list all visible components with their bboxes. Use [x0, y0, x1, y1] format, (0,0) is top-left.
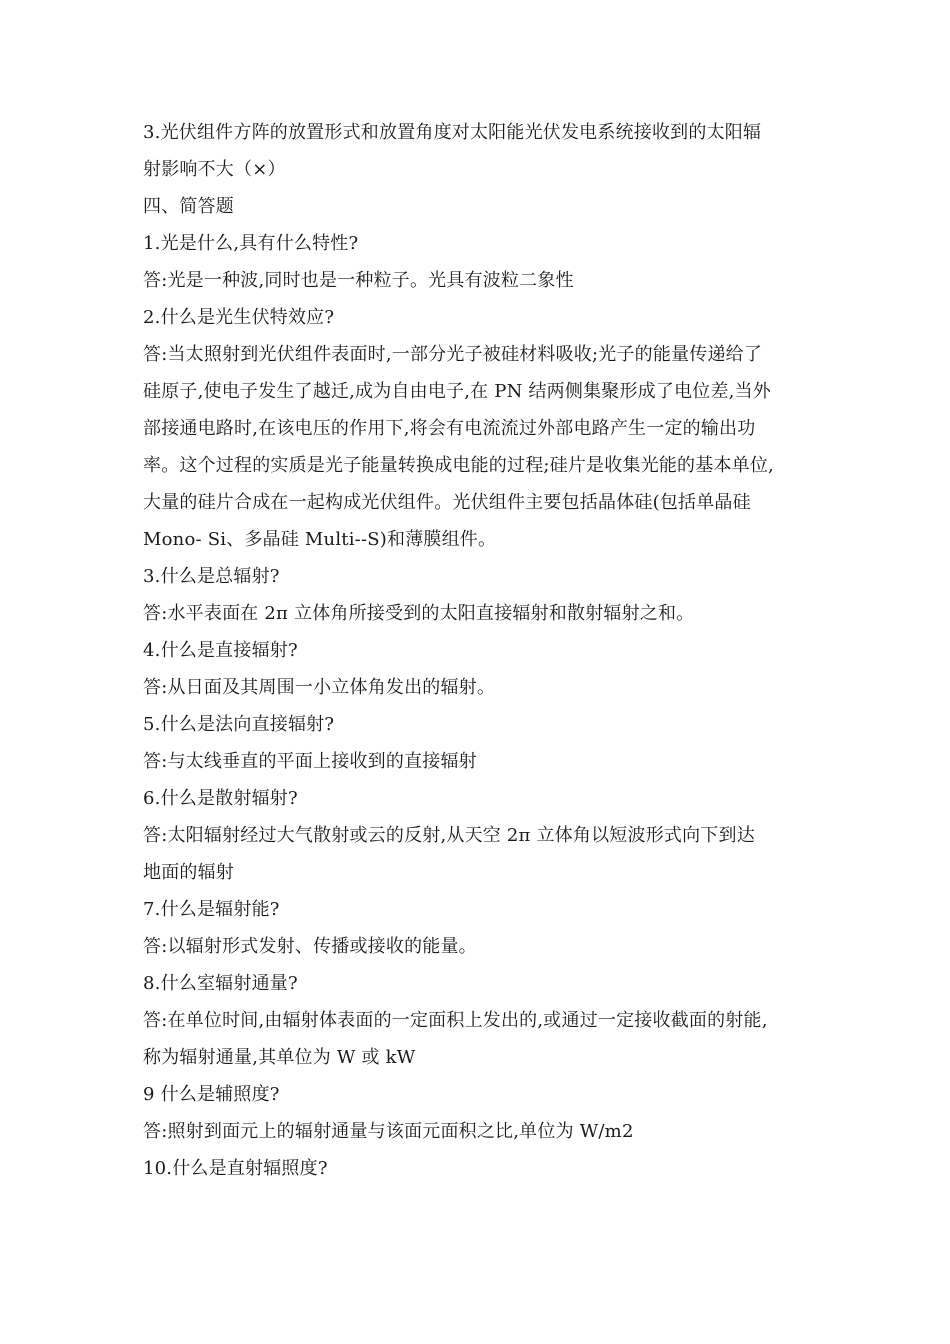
question-6: 6.什么是散射辐射? [143, 788, 298, 809]
answer-2-line1: 答:当太照射到光伏组件表面时,一部分光子被硅材料吸收;光子的能量传递给了 [143, 344, 763, 365]
answer-5: 答:与太线垂直的平面上接收到的直接辐射 [143, 751, 477, 772]
question-3: 3.什么是总辐射? [143, 566, 280, 587]
question-2: 2.什么是光生伏特效应? [143, 307, 335, 328]
question-10: 10.什么是直射辐照度? [143, 1158, 328, 1179]
answer-3: 答:水平表面在 2π 立体角所接受到的太阳直接辐射和散射辐射之和。 [143, 603, 695, 624]
question-8: 8.什么室辐射通量? [143, 973, 298, 994]
answer-2-line6: Mono- Si、多晶硅 Multi--S)和薄膜组件。 [143, 529, 497, 550]
answer-6-line2: 地面的辐射 [143, 862, 234, 883]
text-line-question-3-part1: 3.光伏组件方阵的放置形式和放置角度对太阳能光伏发电系统接收到的太阳辐 [143, 122, 762, 143]
answer-9: 答:照射到面元上的辐射通量与该面元面积之比,单位为 W/m2 [143, 1121, 634, 1142]
answer-2-line4: 率。这个过程的实质是光子能量转换成电能的过程;硅片是收集光能的基本单位, [143, 455, 774, 476]
answer-8-line2: 称为辐射通量,其单位为 W 或 kW [143, 1047, 416, 1068]
section-heading-short-answer: 四、简答题 [143, 196, 234, 217]
document-page [143, 114, 823, 1187]
question-5: 5.什么是法向直接辐射? [143, 714, 335, 735]
answer-2-line5: 大量的硅片合成在一起构成光伏组件。光伏组件主要包括晶体硅(包括单晶硅 [143, 492, 751, 513]
answer-2-line3: 部接通电路时,在该电压的作用下,将会有电流流过外部电路产生一定的输出功 [143, 418, 756, 439]
answer-6-line1: 答:太阳辐射经过大气散射或云的反射,从天空 2π 立体角以短波形式向下到达 [143, 825, 755, 846]
question-7: 7.什么是辐射能? [143, 899, 280, 920]
answer-1: 答:光是一种波,同时也是一种粒子。光具有波粒二象性 [143, 270, 574, 291]
answer-8-line1: 答:在单位时间,由辐射体表面的一定面积上发出的,或通过一定接收截面的射能, [143, 1010, 768, 1031]
question-9: 9 什么是辅照度? [143, 1084, 280, 1105]
text-line-question-3-part2: 射影响不大（×） [143, 159, 286, 180]
answer-2-line2: 硅原子,使电子发生了越迁,成为自由电子,在 PN 结两侧集聚形成了电位差,当外 [143, 381, 771, 402]
question-4: 4.什么是直接辐射? [143, 640, 298, 661]
answer-4: 答:从日面及其周围一小立体角发出的辐射。 [143, 677, 496, 698]
question-1: 1.光是什么,具有什么特性? [143, 233, 359, 254]
answer-7: 答:以辐射形式发射、传播或接收的能量。 [143, 936, 477, 957]
